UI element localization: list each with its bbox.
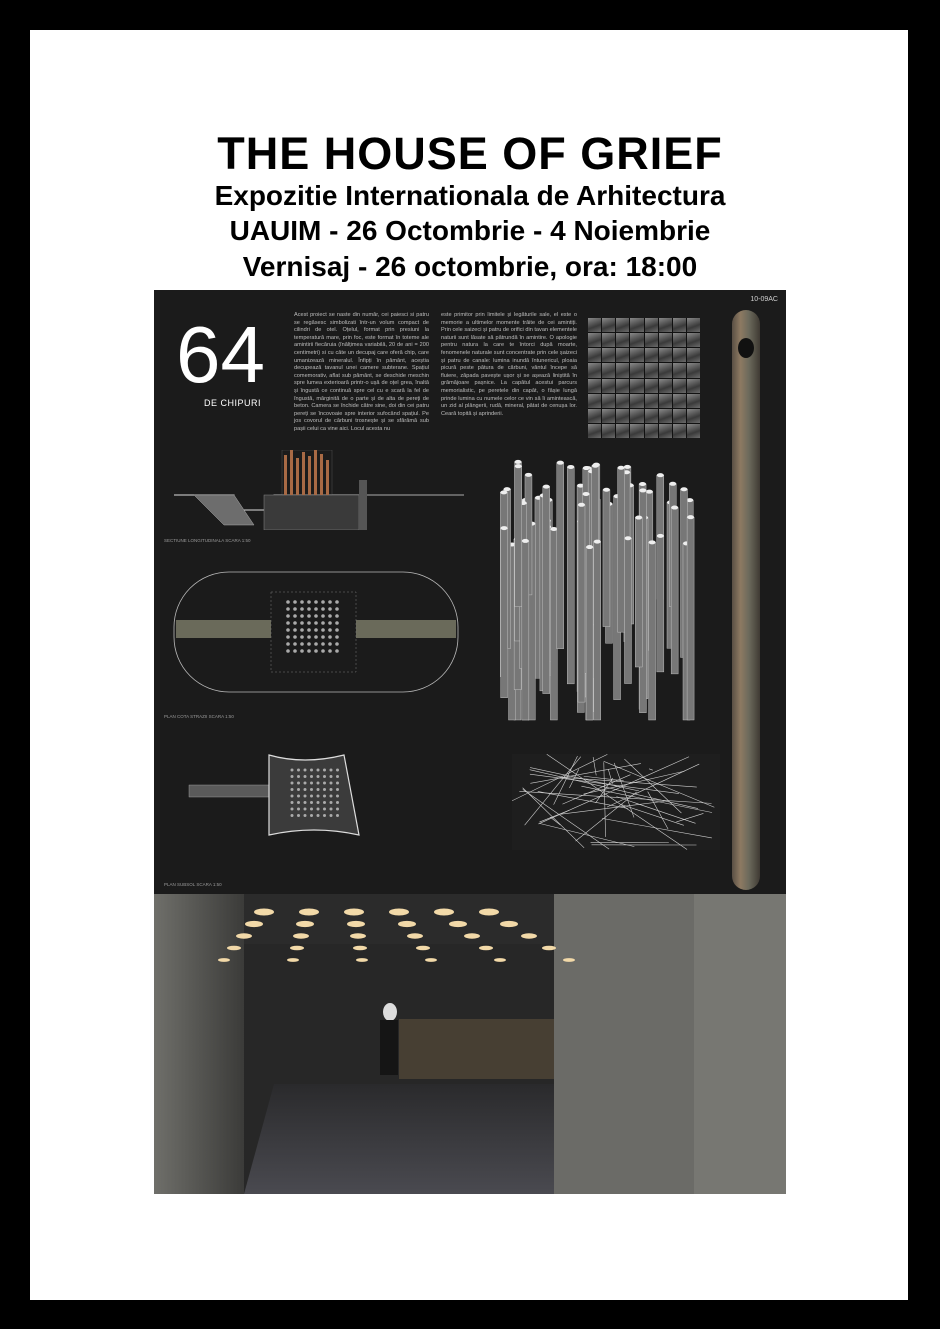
opening-dot — [335, 621, 339, 625]
ceiling-light — [296, 921, 314, 927]
basement-plan — [174, 740, 374, 850]
opening-dot — [323, 788, 326, 791]
opening-dot — [291, 801, 294, 804]
interior-render-image — [154, 894, 786, 1194]
opening-dot — [335, 628, 339, 632]
opening-dot — [304, 788, 307, 791]
opening-dot — [328, 635, 332, 639]
ceiling-light — [494, 958, 506, 962]
opening-dot — [291, 782, 294, 785]
tube-top — [639, 482, 646, 486]
ceiling-light — [254, 909, 274, 916]
ceiling-light — [350, 933, 366, 938]
street-level-plan — [166, 552, 466, 712]
portrait-thumb — [659, 318, 672, 332]
opening-dot — [328, 621, 332, 625]
opening-dot — [336, 808, 339, 811]
opening-dot — [335, 614, 339, 618]
portrait-thumb — [616, 394, 629, 408]
portrait-thumb — [616, 379, 629, 393]
opening-dot — [304, 801, 307, 804]
tube-top — [583, 492, 590, 496]
opening-dot — [291, 808, 294, 811]
tube-top — [657, 534, 664, 538]
portrait-thumb — [673, 379, 686, 393]
opening-dot — [323, 775, 326, 778]
portrait-thumb — [645, 348, 658, 362]
portrait-thumb — [588, 363, 601, 377]
portrait-thumb — [630, 348, 643, 362]
opening-dot — [330, 795, 333, 798]
opening-dot — [310, 795, 313, 798]
opening-dot — [304, 795, 307, 798]
portrait-thumb — [630, 409, 643, 423]
portrait-thumb — [687, 333, 700, 347]
portrait-thumb — [616, 333, 629, 347]
opening-dot — [321, 607, 325, 611]
ceiling-light — [218, 958, 230, 962]
opening-dot — [286, 621, 290, 625]
portrait-thumb — [659, 333, 672, 347]
tube-top — [687, 515, 694, 519]
steel-tube — [550, 529, 557, 720]
tube-top — [635, 516, 642, 520]
ceiling-light — [356, 958, 368, 962]
opening-dot — [310, 775, 313, 778]
tube-top — [515, 464, 522, 468]
opening-dot — [314, 621, 318, 625]
ceiling-light — [434, 909, 454, 916]
opening-dot — [307, 614, 311, 618]
steel-tube — [522, 541, 529, 720]
portrait-thumb — [630, 333, 643, 347]
portrait-thumb — [659, 394, 672, 408]
ceiling-light — [287, 958, 299, 962]
opening-dot — [335, 642, 339, 646]
opening-dot — [321, 628, 325, 632]
ceiling-light — [344, 909, 364, 916]
opening-dot — [304, 814, 307, 817]
ceiling-light — [521, 933, 537, 938]
opening-dot — [300, 621, 304, 625]
opening-dot — [297, 782, 300, 785]
opening-dot — [307, 621, 311, 625]
opening-dot — [300, 649, 304, 653]
portrait-thumb — [673, 424, 686, 438]
portrait-thumb — [659, 348, 672, 362]
portrait-thumb — [588, 394, 601, 408]
description-text-2: este primitor prin limitele și legăturile sale, el este o memorie a ultimelor momente trăite de cei amintiți. Prin cele saizeci și patru de orifici din tavan elementele naturii sunt lăsate să pătrundă în amintire. O apologie pentru natura la care te întorci după moarte, fenomenele naturale sunt concentrate prin cele șaizeci și patru de canale: lumina inundă întunericul, ploaia picură peste pătura de cărbuni, vântul începe să fluiere, zăpada pavește ușor și se așează liniștită în grămăjoare pașnice. La capătul acestui parcurs memorialistic, pe peretele din capăt, o fâșie lungă prinde lumina cu numele celor ce vin să îi amintească, un zid al plângerii, rudă, mineral, pătat de cenușa lor. Ceară topită și aprinderii. — [441, 312, 577, 417]
portrait-thumb — [645, 363, 658, 377]
tube-top — [649, 540, 656, 544]
section-label: SECTIUNE LONGITUDINALA SCARA 1:50 — [164, 538, 251, 543]
ceiling-light — [398, 921, 416, 927]
steel-tube — [501, 528, 508, 698]
opening-dot — [336, 814, 339, 817]
opening-dot — [321, 642, 325, 646]
opening-dot — [304, 782, 307, 785]
opening-dot — [323, 769, 326, 772]
portrait-thumb — [673, 348, 686, 362]
opening-dot — [314, 614, 318, 618]
opening-dot — [297, 769, 300, 772]
tube-top — [522, 539, 529, 543]
portrait-thumb — [673, 409, 686, 423]
steel-tube — [624, 538, 631, 683]
ceiling-light — [425, 958, 437, 962]
steel-tube — [671, 508, 678, 674]
longitudinal-section-drawing — [164, 450, 484, 530]
portrait-thumb — [687, 394, 700, 408]
tube-top — [624, 465, 631, 469]
ceiling-light — [479, 909, 499, 916]
opening-dot — [317, 788, 320, 791]
main-title: THE HOUSE OF GRIEF — [217, 128, 723, 179]
opening-dot — [307, 628, 311, 632]
portrait-thumb — [602, 363, 615, 377]
opening-dot — [310, 769, 313, 772]
opening-dot — [336, 782, 339, 785]
big-number: 64 — [176, 310, 265, 399]
portrait-thumb — [602, 318, 615, 332]
pillar-opening — [738, 338, 754, 358]
tube-top — [594, 540, 601, 544]
poster-board — [154, 290, 786, 894]
opening-dot — [293, 614, 297, 618]
portrait-grid — [588, 318, 700, 438]
steel-tube — [657, 536, 664, 672]
tube-top — [543, 485, 550, 489]
portrait-thumb — [588, 424, 601, 438]
tube-top — [500, 490, 507, 494]
steel-tube — [649, 542, 656, 720]
steel-tube — [578, 505, 585, 702]
opening-dot — [321, 635, 325, 639]
tube-top — [578, 503, 585, 507]
number-caption: DE CHIPURI — [204, 398, 262, 408]
opening-dot — [300, 642, 304, 646]
opening-dot — [314, 642, 318, 646]
opening-dot — [317, 782, 320, 785]
opening-dot — [314, 607, 318, 611]
opening-dot — [336, 801, 339, 804]
opening-dot — [330, 808, 333, 811]
steel-tube — [618, 468, 625, 632]
subtitle-vernissage: Vernisaj - 26 octombrie, ora: 18:00 — [242, 251, 698, 282]
portrait-thumb — [630, 318, 643, 332]
steel-tube — [594, 542, 601, 720]
tube-top — [515, 460, 522, 464]
portrait-thumb — [659, 424, 672, 438]
opening-dot — [323, 808, 326, 811]
opening-dot — [300, 607, 304, 611]
opening-dot — [310, 782, 313, 785]
steel-tube — [687, 517, 694, 720]
street-plan-label: PLAN COTA STRAZII SCARA 1:50 — [164, 714, 234, 719]
tube-top — [618, 466, 625, 470]
portrait-thumb — [616, 348, 629, 362]
opening-dot — [336, 775, 339, 778]
ceiling-light — [353, 946, 367, 951]
description-text-1: Acest proiect se naste din număr, cei paiesci si patru se regăsesc simbolizati într-un volum compact de cilindri de otel. Oțelul, format prin presiuni la temperatură mare, prin foc, este format în toteme ale amintirii fiecăruia (înălțimea variabilă, 20 de ani = 200 centimetri) si cu câte un decupaj care oferă chip, care umanizează mineralul. Înfipți în pământ, aceștia decupează tavanul unei camere subterane. Spațiul comemorativ, aflat sub pământ, se deschide meschin spre lumea exterioară printr-o ușă de oțel grea, înaltă și îngustă ce continuă spre cel cu e scară la fel de îngustă, mărginită de o parte și de alta de pereți de beton. Camera se închide către sine, doi din cei patru pereți se încovoaie spre interior sufocând spațiul. Pe jos covorul de cărbuni trosnește și se sfărâmă sub pașii celui ca vine aici. Locul acesta nu — [294, 312, 429, 432]
opening-dot — [286, 614, 290, 618]
ceiling-light — [236, 933, 252, 938]
tube-top — [557, 461, 564, 465]
opening-dot — [304, 769, 307, 772]
tube-top — [646, 490, 653, 494]
opening-dot — [314, 649, 318, 653]
portrait-thumb — [673, 333, 686, 347]
interior-render — [154, 894, 786, 1194]
portrait-thumb — [659, 409, 672, 423]
tube-top — [603, 488, 610, 492]
tube-top — [639, 488, 646, 492]
portrait-thumb — [630, 379, 643, 393]
portrait-thumb — [687, 318, 700, 332]
opening-dot — [328, 607, 332, 611]
portrait-thumb — [659, 379, 672, 393]
opening-dot — [297, 795, 300, 798]
opening-dot — [291, 814, 294, 817]
subtitle-dates: UAUIM - 26 Octombrie - 4 Noiembrie — [229, 215, 711, 246]
opening-dot — [321, 600, 325, 604]
tube-top — [550, 527, 557, 531]
steel-tube — [543, 487, 550, 694]
opening-dot — [336, 795, 339, 798]
opening-dot — [323, 795, 326, 798]
portrait-thumb — [630, 363, 643, 377]
portrait-thumb — [659, 363, 672, 377]
opening-dot — [286, 642, 290, 646]
opening-dot — [286, 628, 290, 632]
opening-dot — [300, 600, 304, 604]
opening-dot — [336, 769, 339, 772]
opening-dot — [307, 649, 311, 653]
ceiling-light — [563, 958, 575, 962]
site-map — [512, 754, 720, 850]
tube-top — [586, 545, 593, 549]
ceiling-light — [479, 946, 493, 951]
opening-dot — [323, 801, 326, 804]
opening-dot — [297, 801, 300, 804]
opening-dot — [291, 769, 294, 772]
portrait-thumb — [588, 333, 601, 347]
opening-dot — [286, 600, 290, 604]
opening-dot — [314, 628, 318, 632]
opening-dot — [307, 600, 311, 604]
opening-dot — [293, 600, 297, 604]
opening-dot — [314, 635, 318, 639]
poster-code: 10-09AC — [750, 296, 778, 303]
opening-dot — [330, 775, 333, 778]
opening-dot — [328, 614, 332, 618]
opening-dot — [321, 621, 325, 625]
portrait-thumb — [687, 348, 700, 362]
opening-dot — [330, 814, 333, 817]
opening-dot — [330, 782, 333, 785]
opening-dot — [314, 600, 318, 604]
portrait-thumb — [645, 409, 658, 423]
portrait-thumb — [687, 363, 700, 377]
steel-tube — [603, 490, 610, 627]
opening-dot — [293, 642, 297, 646]
basement-plan-label: PLAN SUBSOL SCARA 1:50 — [164, 882, 222, 887]
tube-top — [671, 506, 678, 510]
portrait-thumb — [630, 394, 643, 408]
opening-dot — [317, 814, 320, 817]
opening-dot — [330, 769, 333, 772]
opening-dot — [328, 628, 332, 632]
opening-dot — [307, 607, 311, 611]
opening-dot — [323, 814, 326, 817]
tube-top — [567, 465, 574, 469]
tube-top — [525, 473, 532, 477]
steel-tube — [557, 463, 564, 649]
opening-dot — [293, 621, 297, 625]
ceiling-light — [407, 933, 423, 938]
opening-dot — [317, 808, 320, 811]
opening-dot — [300, 635, 304, 639]
opening-dot — [335, 635, 339, 639]
tube-top — [680, 487, 687, 491]
opening-dot — [317, 775, 320, 778]
opening-dot — [335, 600, 339, 604]
portrait-thumb — [673, 318, 686, 332]
portrait-thumb — [645, 318, 658, 332]
ceiling-light — [464, 933, 480, 938]
portrait-thumb — [616, 409, 629, 423]
portrait-thumb — [673, 394, 686, 408]
opening-dot — [335, 607, 339, 611]
opening-dot — [293, 628, 297, 632]
opening-dot — [317, 801, 320, 804]
steel-cylinders-perspective — [484, 450, 714, 730]
opening-dot — [310, 808, 313, 811]
opening-dot — [335, 649, 339, 653]
portrait-thumb — [602, 348, 615, 362]
portrait-thumb — [630, 424, 643, 438]
portrait-thumb — [602, 333, 615, 347]
portrait-thumb — [616, 424, 629, 438]
opening-dot — [300, 614, 304, 618]
steel-tube — [586, 547, 593, 720]
opening-dot — [321, 649, 325, 653]
opening-dot — [304, 775, 307, 778]
opening-dot — [310, 814, 313, 817]
opening-dot — [321, 614, 325, 618]
opening-dot — [286, 607, 290, 611]
opening-dot — [293, 649, 297, 653]
ceiling-light — [542, 946, 556, 951]
portrait-thumb — [673, 363, 686, 377]
opening-dot — [330, 801, 333, 804]
opening-dot — [310, 788, 313, 791]
opening-dot — [307, 642, 311, 646]
steel-tube — [515, 466, 522, 606]
portrait-thumb — [602, 394, 615, 408]
subtitle-exhibition: Expozitie Internationala de Arhitectura — [214, 180, 726, 211]
opening-dot — [317, 795, 320, 798]
ceiling-light — [290, 946, 304, 951]
opening-dot — [291, 795, 294, 798]
portrait-thumb — [687, 409, 700, 423]
tube-top — [501, 526, 508, 530]
portrait-thumb — [588, 348, 601, 362]
opening-dot — [286, 649, 290, 653]
opening-dot — [328, 642, 332, 646]
opening-dot — [336, 788, 339, 791]
portrait-thumb — [588, 318, 601, 332]
ceiling-light — [416, 946, 430, 951]
tube-top — [592, 464, 599, 468]
portrait-thumb — [588, 409, 601, 423]
portrait-thumb — [602, 409, 615, 423]
portrait-thumb — [616, 363, 629, 377]
ceiling-light — [500, 921, 518, 927]
opening-dot — [297, 775, 300, 778]
tube-top — [657, 473, 664, 477]
ceiling-light — [299, 909, 319, 916]
opening-dot — [291, 775, 294, 778]
portrait-thumb — [588, 379, 601, 393]
steel-tube — [635, 518, 642, 667]
portrait-thumb — [645, 333, 658, 347]
opening-dot — [297, 808, 300, 811]
portrait-thumb — [602, 379, 615, 393]
opening-dot — [328, 600, 332, 604]
tube-top — [583, 466, 590, 470]
opening-dot — [317, 769, 320, 772]
opening-dot — [300, 628, 304, 632]
portrait-thumb — [645, 379, 658, 393]
opening-dot — [293, 635, 297, 639]
opening-dot — [330, 788, 333, 791]
opening-dot — [307, 635, 311, 639]
opening-dot — [297, 788, 300, 791]
portrait-thumb — [645, 424, 658, 438]
ceiling-light — [449, 921, 467, 927]
steel-pillar-image — [732, 310, 760, 890]
opening-dot — [291, 788, 294, 791]
ceiling-light — [293, 933, 309, 938]
portrait-thumb — [616, 318, 629, 332]
opening-dot — [304, 808, 307, 811]
ceiling-light — [347, 921, 365, 927]
opening-dot — [310, 801, 313, 804]
opening-dot — [297, 814, 300, 817]
tube-top — [624, 536, 631, 540]
opening-dot — [323, 782, 326, 785]
portrait-thumb — [602, 424, 615, 438]
ceiling-light — [227, 946, 241, 951]
portrait-thumb — [645, 394, 658, 408]
opening-dot — [328, 649, 332, 653]
ceiling-light — [389, 909, 409, 916]
opening-dot — [293, 607, 297, 611]
portrait-thumb — [687, 424, 700, 438]
tube-top — [669, 482, 676, 486]
ceiling-light — [245, 921, 263, 927]
opening-dot — [286, 635, 290, 639]
portrait-thumb — [687, 379, 700, 393]
steel-tube — [567, 467, 574, 684]
